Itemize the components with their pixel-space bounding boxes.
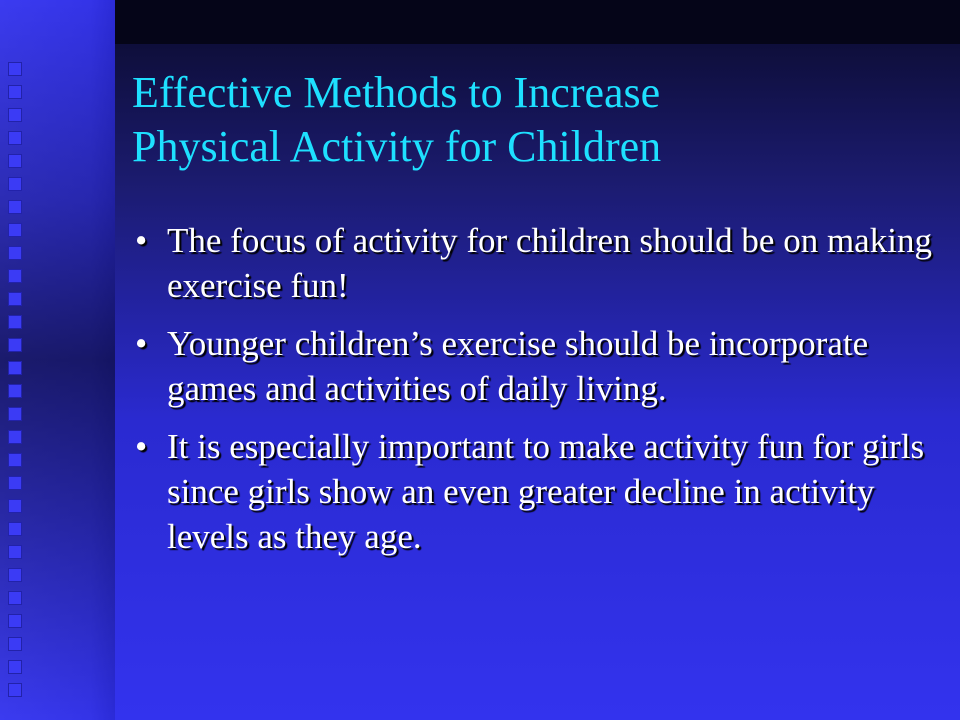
top-dark-band xyxy=(115,0,960,44)
decorative-square xyxy=(8,637,22,651)
decorative-square-column xyxy=(8,62,22,702)
decorative-square xyxy=(8,200,22,214)
decorative-square xyxy=(8,453,22,467)
decorative-square xyxy=(8,108,22,122)
decorative-square xyxy=(8,269,22,283)
slide-title-line-2: Physical Activity for Children xyxy=(132,122,662,171)
decorative-square xyxy=(8,292,22,306)
decorative-square xyxy=(8,568,22,582)
slide-title xyxy=(132,66,932,174)
bullet-item xyxy=(133,321,943,411)
slide-title-line-1: Effective Methods to Increase xyxy=(132,68,661,117)
bullet-text: It is especially important to make activity fun for girls since girls show an even greater decline in activity levels as they age. xyxy=(167,427,925,556)
bullet-dot-icon: • xyxy=(135,427,148,466)
decorative-square xyxy=(8,683,22,697)
decorative-square xyxy=(8,614,22,628)
bullet-item xyxy=(133,218,943,308)
decorative-square xyxy=(8,430,22,444)
left-decorative-bar xyxy=(0,0,115,720)
bullet-item xyxy=(133,424,943,559)
decorative-square xyxy=(8,131,22,145)
bullet-list xyxy=(133,218,943,572)
decorative-square xyxy=(8,407,22,421)
decorative-square xyxy=(8,545,22,559)
bullet-text: The focus of activity for children should be on making exercise fun! xyxy=(167,221,932,305)
decorative-square xyxy=(8,338,22,352)
decorative-square xyxy=(8,476,22,490)
decorative-square xyxy=(8,154,22,168)
decorative-square xyxy=(8,522,22,536)
decorative-square xyxy=(8,315,22,329)
bullet-text: Younger children’s exercise should be incorporate games and activities of daily living. xyxy=(167,324,869,408)
bullet-dot-icon: • xyxy=(135,221,148,260)
decorative-square xyxy=(8,62,22,76)
decorative-square xyxy=(8,660,22,674)
decorative-square xyxy=(8,177,22,191)
decorative-square xyxy=(8,384,22,398)
decorative-square xyxy=(8,223,22,237)
decorative-square xyxy=(8,246,22,260)
decorative-square xyxy=(8,85,22,99)
decorative-square xyxy=(8,499,22,513)
decorative-square xyxy=(8,591,22,605)
decorative-square xyxy=(8,361,22,375)
bullet-dot-icon: • xyxy=(135,324,148,363)
